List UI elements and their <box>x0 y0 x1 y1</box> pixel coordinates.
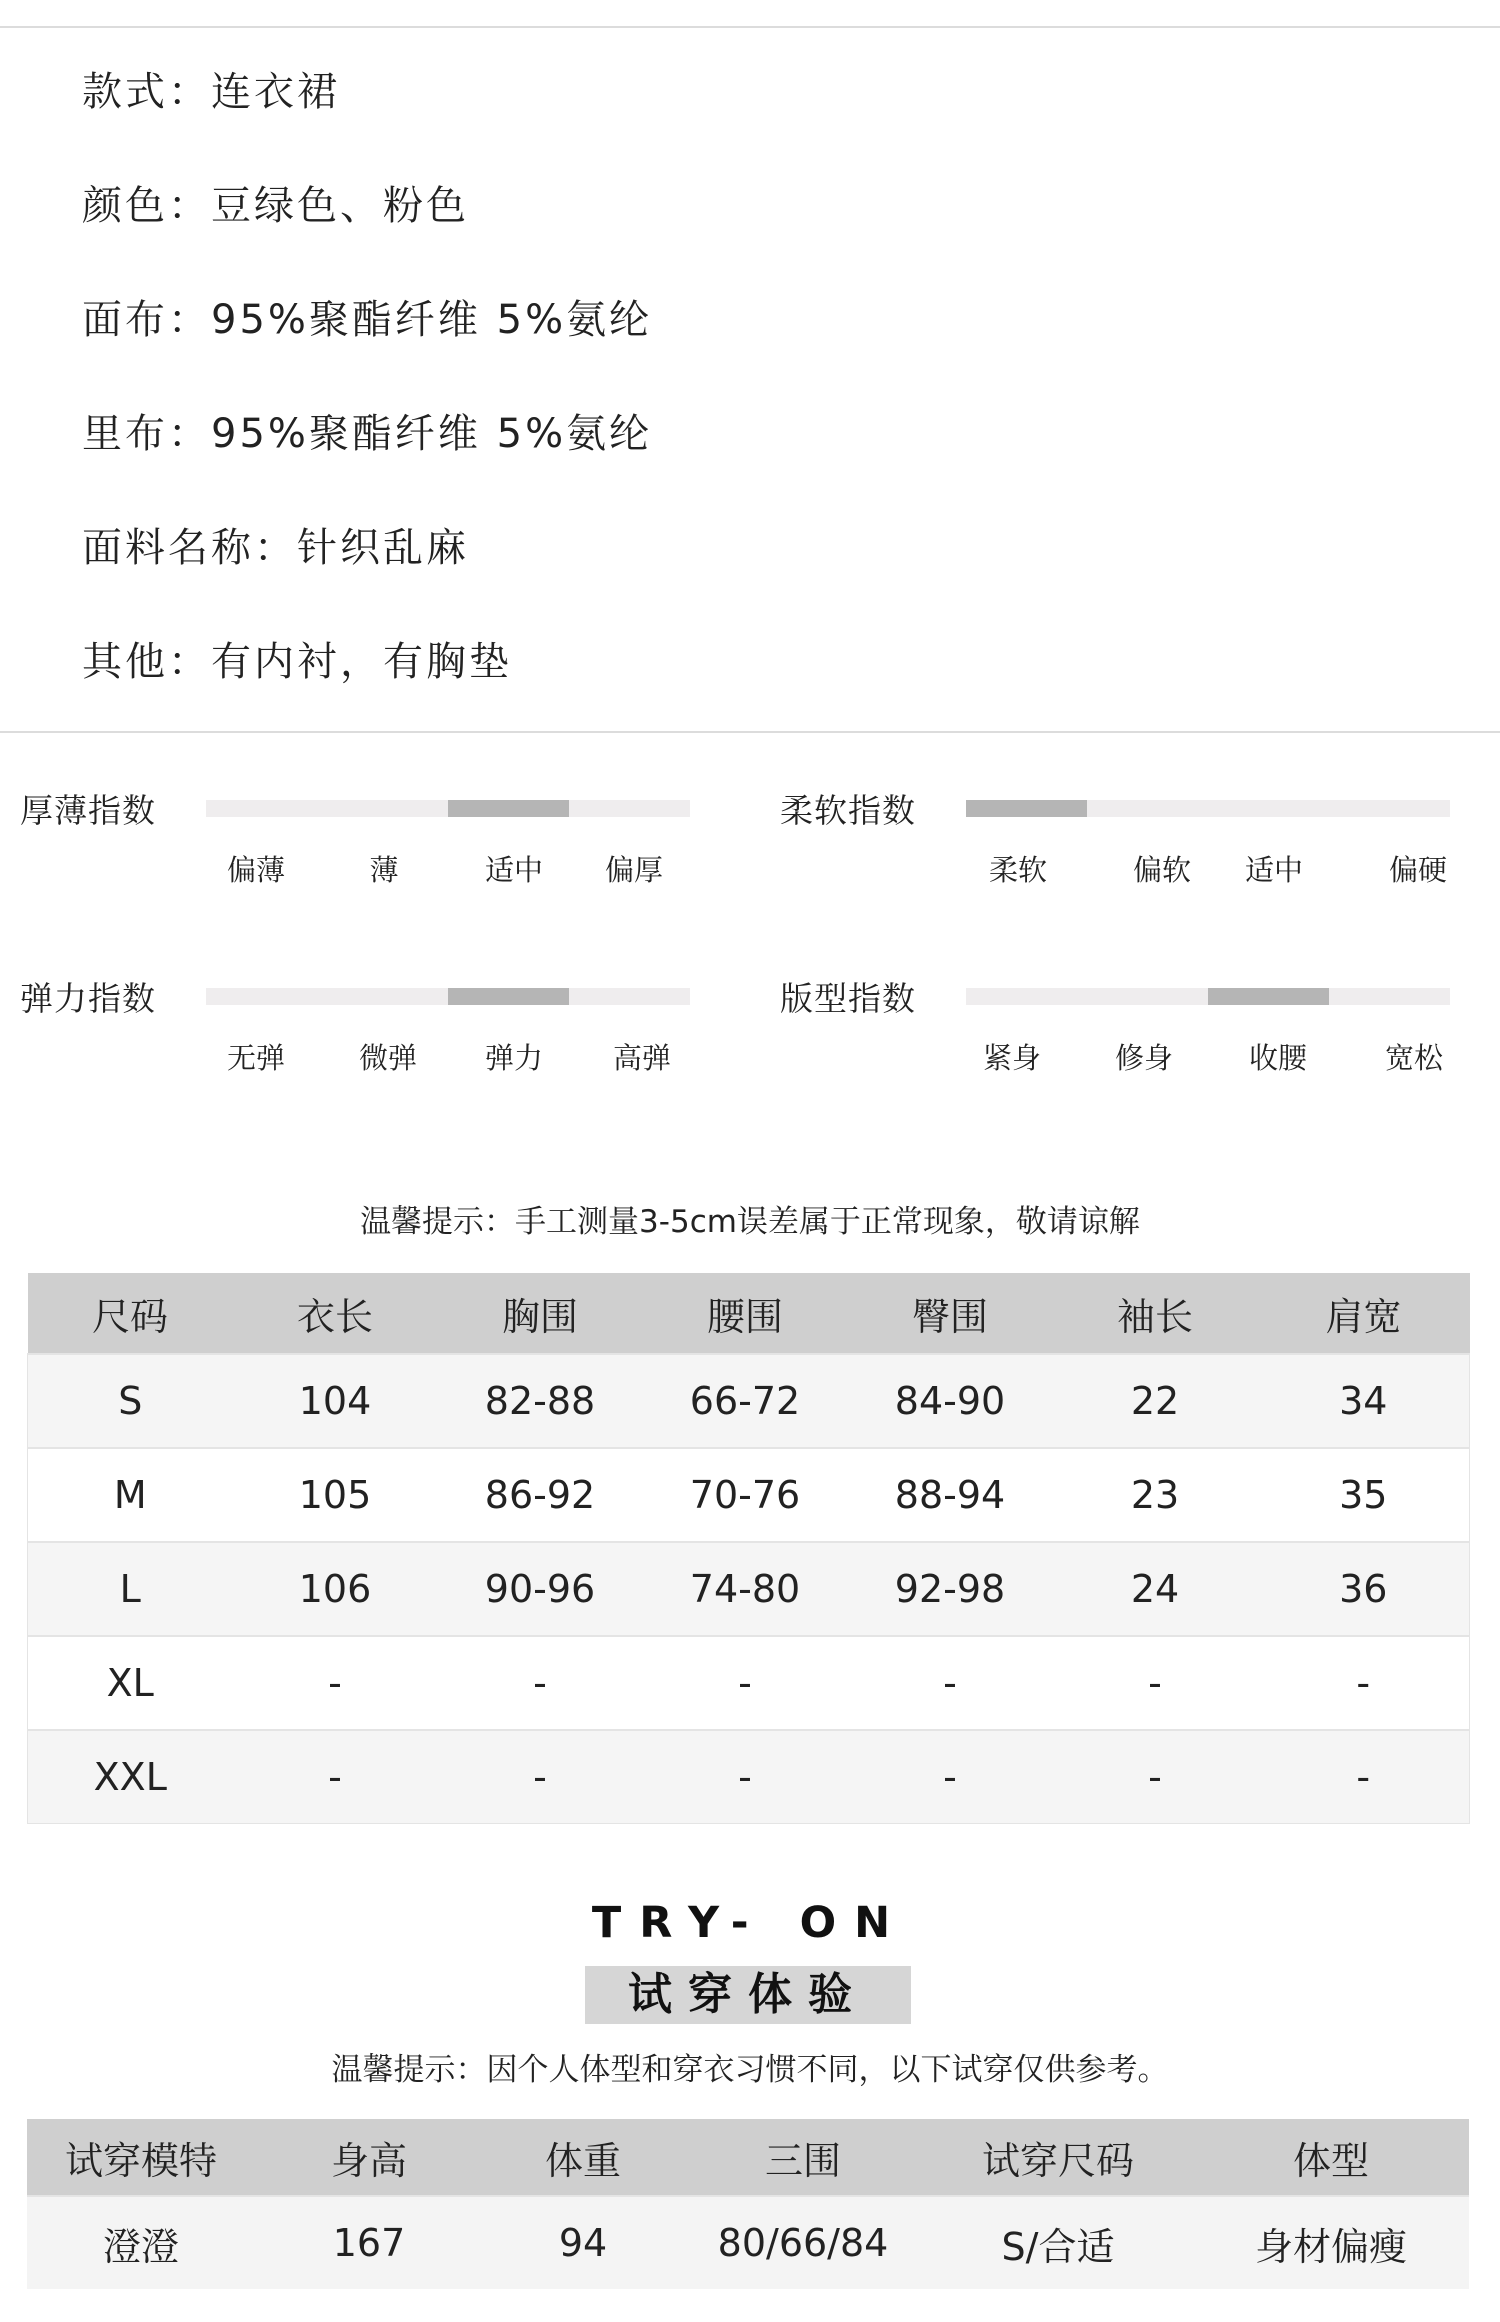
spec-color: 颜色：豆绿色、粉色 <box>82 183 469 229</box>
table-row <box>28 1354 1470 1448</box>
table-cell: - <box>643 1636 848 1730</box>
index-option: 柔软 <box>988 853 1048 887</box>
index-elasticity <box>0 958 740 1098</box>
table-row <box>28 1730 1470 1824</box>
section-divider <box>0 731 1500 733</box>
table-cell: 92-98 <box>848 1542 1053 1636</box>
index-option: 无弹 <box>226 1041 286 1075</box>
table-cell: 66-72 <box>643 1354 848 1448</box>
table-cell: 34 <box>1258 1354 1470 1448</box>
table-cell: 94 <box>483 2196 683 2289</box>
table-cell: 90-96 <box>438 1542 643 1636</box>
col-body-type: 体型 <box>1193 2119 1469 2196</box>
index-title: 弹力指数 <box>20 979 156 1018</box>
tryon-header-row <box>27 2119 1469 2196</box>
table-row <box>28 1542 1470 1636</box>
table-cell: 23 <box>1053 1448 1258 1542</box>
table-cell: 86-92 <box>438 1448 643 1542</box>
col-measurements: 三围 <box>683 2119 923 2196</box>
index-option: 适中 <box>484 853 544 887</box>
table-cell: 24 <box>1053 1542 1258 1636</box>
index-fill <box>448 800 569 817</box>
col-tried-size: 试穿尺码 <box>923 2119 1193 2196</box>
table-cell: 35 <box>1258 1448 1470 1542</box>
index-softness <box>760 770 1500 910</box>
col-height: 身高 <box>255 2119 483 2196</box>
table-cell: 80/66/84 <box>683 2196 923 2289</box>
table-row <box>28 1448 1470 1542</box>
table-cell: - <box>1053 1730 1258 1824</box>
index-thickness <box>0 770 740 910</box>
index-track <box>966 988 1450 1005</box>
size-header-row <box>28 1273 1470 1354</box>
table-cell: - <box>438 1636 643 1730</box>
table-cell: - <box>643 1730 848 1824</box>
table-cell: 88-94 <box>848 1448 1053 1542</box>
index-option: 高弹 <box>612 1041 672 1075</box>
table-cell: - <box>848 1636 1053 1730</box>
index-track <box>206 800 690 817</box>
table-cell: 104 <box>233 1354 438 1448</box>
index-ticks <box>206 1036 690 1076</box>
index-fit <box>760 958 1500 1098</box>
index-fill <box>448 988 569 1005</box>
tryon-title-box <box>585 1966 911 2024</box>
spec-outer-fabric: 面布：95%聚酯纤维 5%氨纶 <box>82 297 653 343</box>
spec-fabric-name: 面料名称：针织乱麻 <box>82 525 469 571</box>
table-cell: - <box>1258 1730 1470 1824</box>
index-option: 修身 <box>1114 1041 1174 1075</box>
table-cell: - <box>233 1636 438 1730</box>
index-title: 柔软指数 <box>780 791 916 830</box>
table-cell: L <box>28 1542 233 1636</box>
table-cell: M <box>28 1448 233 1542</box>
index-option: 微弹 <box>358 1041 418 1075</box>
col-shoulder: 肩宽 <box>1258 1273 1470 1354</box>
table-row <box>28 1636 1470 1730</box>
table-cell: 84-90 <box>848 1354 1053 1448</box>
tryon-table <box>27 2119 1469 2289</box>
index-option: 收腰 <box>1248 1041 1308 1075</box>
table-cell: - <box>1258 1636 1470 1730</box>
table-cell: 身材偏瘦 <box>1193 2196 1469 2289</box>
table-cell: 36 <box>1258 1542 1470 1636</box>
table-cell: 22 <box>1053 1354 1258 1448</box>
index-track <box>206 988 690 1005</box>
table-cell: 106 <box>233 1542 438 1636</box>
table-cell: XL <box>28 1636 233 1730</box>
table-cell: - <box>1053 1636 1258 1730</box>
index-option: 紧身 <box>982 1041 1042 1075</box>
index-option: 偏硬 <box>1388 853 1448 887</box>
top-divider <box>0 26 1500 28</box>
index-track <box>966 800 1450 817</box>
index-option: 偏薄 <box>226 853 286 887</box>
table-cell: 74-80 <box>643 1542 848 1636</box>
table-cell: - <box>233 1730 438 1824</box>
col-model: 试穿模特 <box>27 2119 255 2196</box>
col-hip: 臀围 <box>848 1273 1053 1354</box>
index-option: 宽松 <box>1384 1041 1444 1075</box>
spec-lining: 里布：95%聚酯纤维 5%氨纶 <box>82 411 653 457</box>
table-cell: 167 <box>255 2196 483 2289</box>
spec-style: 款式：连衣裙 <box>82 69 340 115</box>
table-cell: 82-88 <box>438 1354 643 1448</box>
index-option: 弹力 <box>484 1041 544 1075</box>
index-option: 偏软 <box>1132 853 1192 887</box>
table-cell: 105 <box>233 1448 438 1542</box>
col-waist: 腰围 <box>643 1273 848 1354</box>
index-title: 版型指数 <box>780 979 916 1018</box>
tryon-title-zh: 试穿体验 <box>628 1969 868 2020</box>
col-sleeve: 袖长 <box>1053 1273 1258 1354</box>
product-specs <box>82 62 652 746</box>
table-cell: - <box>438 1730 643 1824</box>
index-ticks <box>206 848 690 888</box>
table-cell: XXL <box>28 1730 233 1824</box>
table-cell: S <box>28 1354 233 1448</box>
index-fill <box>1208 988 1329 1005</box>
spec-other: 其他：有内衬，有胸垫 <box>82 639 512 685</box>
col-length: 衣长 <box>233 1273 438 1354</box>
col-weight: 体重 <box>483 2119 683 2196</box>
index-option: 偏厚 <box>604 853 664 887</box>
table-cell: - <box>848 1730 1053 1824</box>
index-fill <box>966 800 1087 817</box>
table-cell: 70-76 <box>643 1448 848 1542</box>
table-row <box>27 2196 1469 2289</box>
tryon-title-en: TRY- ON <box>591 1898 909 1948</box>
table-cell: 澄澄 <box>27 2196 255 2289</box>
size-note: 温馨提示：手工测量3-5cm误差属于正常现象，敬请谅解 <box>360 1204 1140 1240</box>
index-option: 薄 <box>369 853 399 887</box>
index-option: 适中 <box>1244 853 1304 887</box>
col-bust: 胸围 <box>438 1273 643 1354</box>
tryon-note: 温馨提示：因个人体型和穿衣习惯不同，以下试穿仅供参考。 <box>331 2052 1169 2088</box>
size-chart <box>27 1273 1470 1824</box>
index-ticks <box>966 848 1450 888</box>
table-cell: S/合适 <box>923 2196 1193 2289</box>
index-ticks <box>966 1036 1450 1076</box>
index-title: 厚薄指数 <box>20 791 156 830</box>
col-size: 尺码 <box>28 1273 233 1354</box>
